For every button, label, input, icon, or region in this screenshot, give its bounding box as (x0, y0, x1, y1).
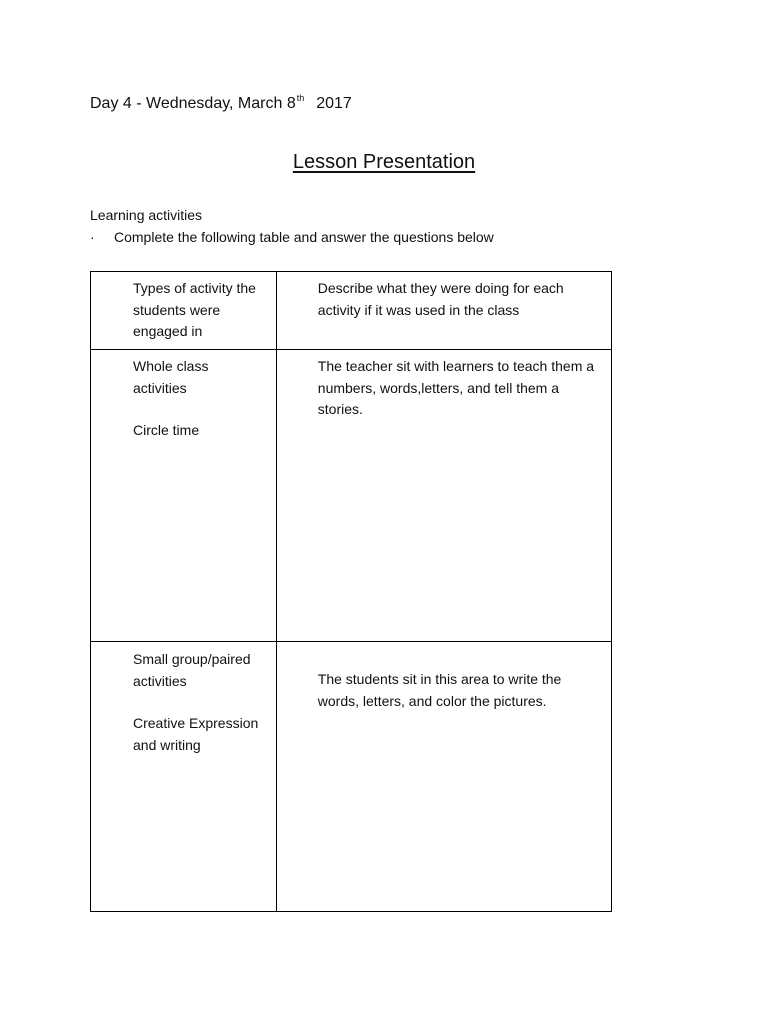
activity-type-cell (91, 642, 277, 912)
header-description-text: Describe what they were doing for each activity if it was used in the class (317, 280, 564, 318)
instruction-text: Complete the following table and answer the questions below (114, 229, 494, 245)
date-ordinal-suffix: th (296, 93, 305, 103)
date-year: 2017 (316, 95, 352, 112)
page-title-text: Lesson Presentation (292, 151, 476, 173)
bullet-marker: · (90, 229, 95, 245)
activity-type-text: Small group/paired activities (133, 651, 251, 689)
activity-table (90, 271, 612, 912)
header-activity-type-text: Types of activity the students were engaged in (133, 280, 256, 339)
activity-description-text: The students sit in this area to write the words, letters, and color the pictures. (317, 671, 562, 709)
activity-type-cell (91, 350, 277, 642)
header-cell-activity-type (91, 272, 277, 350)
date-text: Day 4 - Wednesday, March 8 (90, 95, 296, 112)
table-row (91, 642, 612, 912)
activity-description-text: The teacher sit with learners to teach them a numbers, words,letters, and tell them a stories. (317, 358, 595, 417)
activity-type-text: Whole class activities (133, 358, 209, 396)
date-line (90, 93, 352, 113)
activity-type-text: Creative Expression and writing (133, 715, 259, 753)
page-title (0, 151, 768, 174)
activity-type-text: Circle time (133, 422, 200, 438)
section-label-learning-activities: Learning activities (90, 207, 203, 223)
table-header-row (91, 272, 612, 350)
table-row (91, 350, 612, 642)
activity-description-cell (276, 350, 611, 642)
instruction-line (90, 229, 494, 245)
header-cell-description (276, 272, 611, 350)
activity-description-cell (276, 642, 611, 912)
